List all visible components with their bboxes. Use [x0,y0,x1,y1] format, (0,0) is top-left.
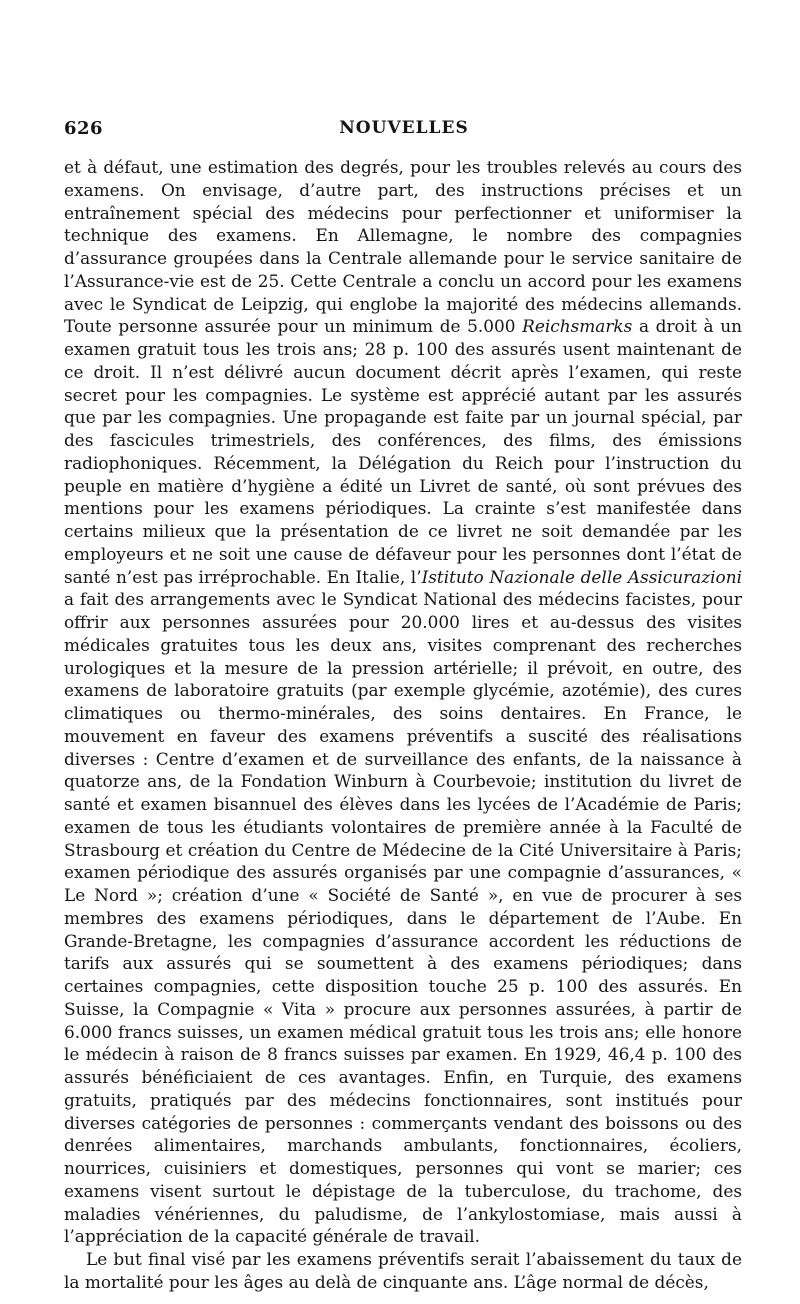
text-segment: Le but final visé par les examens préventifs serait l’abaissement du taux de la mortalité pour les âges au delà de cinquante ans. L’âge normal de décès, [64,1249,742,1292]
running-head: NOUVELLES [339,118,469,138]
paragraph-2 [64,1248,742,1294]
text-segment: et à défaut, une estimation des degrés, pour les troubles relevés au cours des examens. On envisage, d’autre part, des instructions précises et un entraînement spécial des médecins pour perfectionner et uniformiser la technique des examens. En Allemagne, le nombre des compagnies d’assurance groupées dans la Centrale allemande pour le service sanitaire de l’Assurance-vie est de 25. Cette Centrale a conclu un accord pour les examens avec le Syndicat de Leipzig, qui englobe la majorité des médecins allemands. Toute personne assurée pour un minimum de 5.000 [64,157,742,337]
page-header [64,118,744,144]
text-segment: a droit à un examen gratuit tous les trois ans; 28 p. 100 des assurés usent maintenant de ce droit. Il n’est délivré aucun document décrit après l’examen, qui reste secret pour les compagnies. Le système est apprécié autant par les assurés que par les compagnies. Une propagande est faite par un journal spécial, par des fascicules trimestriels, des conférences, des films, des émissions radiophoniques. Récemment, la Délégation du Reich pour l’instruction du peuple en matière d’hygiène a édité un Livret de santé, où sont prévues des mentions pour les examens périodiques. La crainte s’est manifestée dans certains milieux que la présentation de ce livret ne soit demandée par les employeurs et ne soit une cause de défaveur pour les personnes dont l’état de santé n’est pas irréprochable. En Italie, l’ [64,316,742,587]
italic-term-reichsmarks: Reichsmarks [522,316,633,337]
italic-term-institute-name: Istituto Nazionale delle Assicurazioni [421,566,742,587]
body-text [64,156,742,1294]
text-segment: a fait des arrangements avec le Syndicat National des médecins facistes, pour offrir aux personnes assurées pour 20.000 lires et au-dessus des visites médicales gratuites tous les deux ans, visites comprenant des recherches urologiques et la mesure de la pression artérielle; il prévoit, en outre, des examens de laboratoire gratuits (par exemple glycémie, azotémie), des cures climatiques ou thermo-minérales, des soins dentaires. En France, le mouvement en faveur des examens préventifs a suscité des réalisations diverses : Centre d’examen et de surveillance des enfants, de la naissance à quatorze ans, de la Fondation Winburn à Courbevoie; institution du livret de santé et examen bisannuel des élèves dans les lycées de l’Académie de Paris; examen de tous les étudiants volontaires de première année à la Faculté de Strasbourg et création du Centre de Médecine de la Cité Universitaire à Paris; examen périodique des assurés organisés par une compagnie d’assurances, « Le Nord »; création d’une « Société de Santé », en vue de procurer à ses membres des examens périodiques, dans le département de l’Aube. En Grande-Bretagne, les compagnies d’assurance accordent les réductions de tarifs aux assurés qui se soumettent à des examens périodiques; dans certaines compagnies, cette disposition touche 25 p. 100 des assurés. En Suisse, la Compagnie « Vita » procure aux personnes assurées, à partir de 6.000 francs suisses, un examen médical gratuit tous les trois ans; elle honore le médecin à raison de 8 francs suisses par examen. En 1929, 46,4 p. 100 des assurés bénéficiaient de ces avantages. Enfin, en Turquie, des examens gratuits, pratiqués par des médecins fonctionnaires, sont institués pour diverses catégories de personnes : commerçants vendant des boissons ou des denrées alimentaires, marchands ambulants, fonctionnaires, écoliers, nourrices, cuisiniers et domestiques, personnes qui vont se marier; ces examens visent surtout le dépistage de la tuberculose, du trachome, des maladies vénériennes, du paludisme, de l’ankylostomiase, mais aussi à l’appréciation de la capacité générale de travail. [64,589,742,1247]
paragraph-1 [64,156,742,1248]
page-number: 626 [64,118,104,139]
